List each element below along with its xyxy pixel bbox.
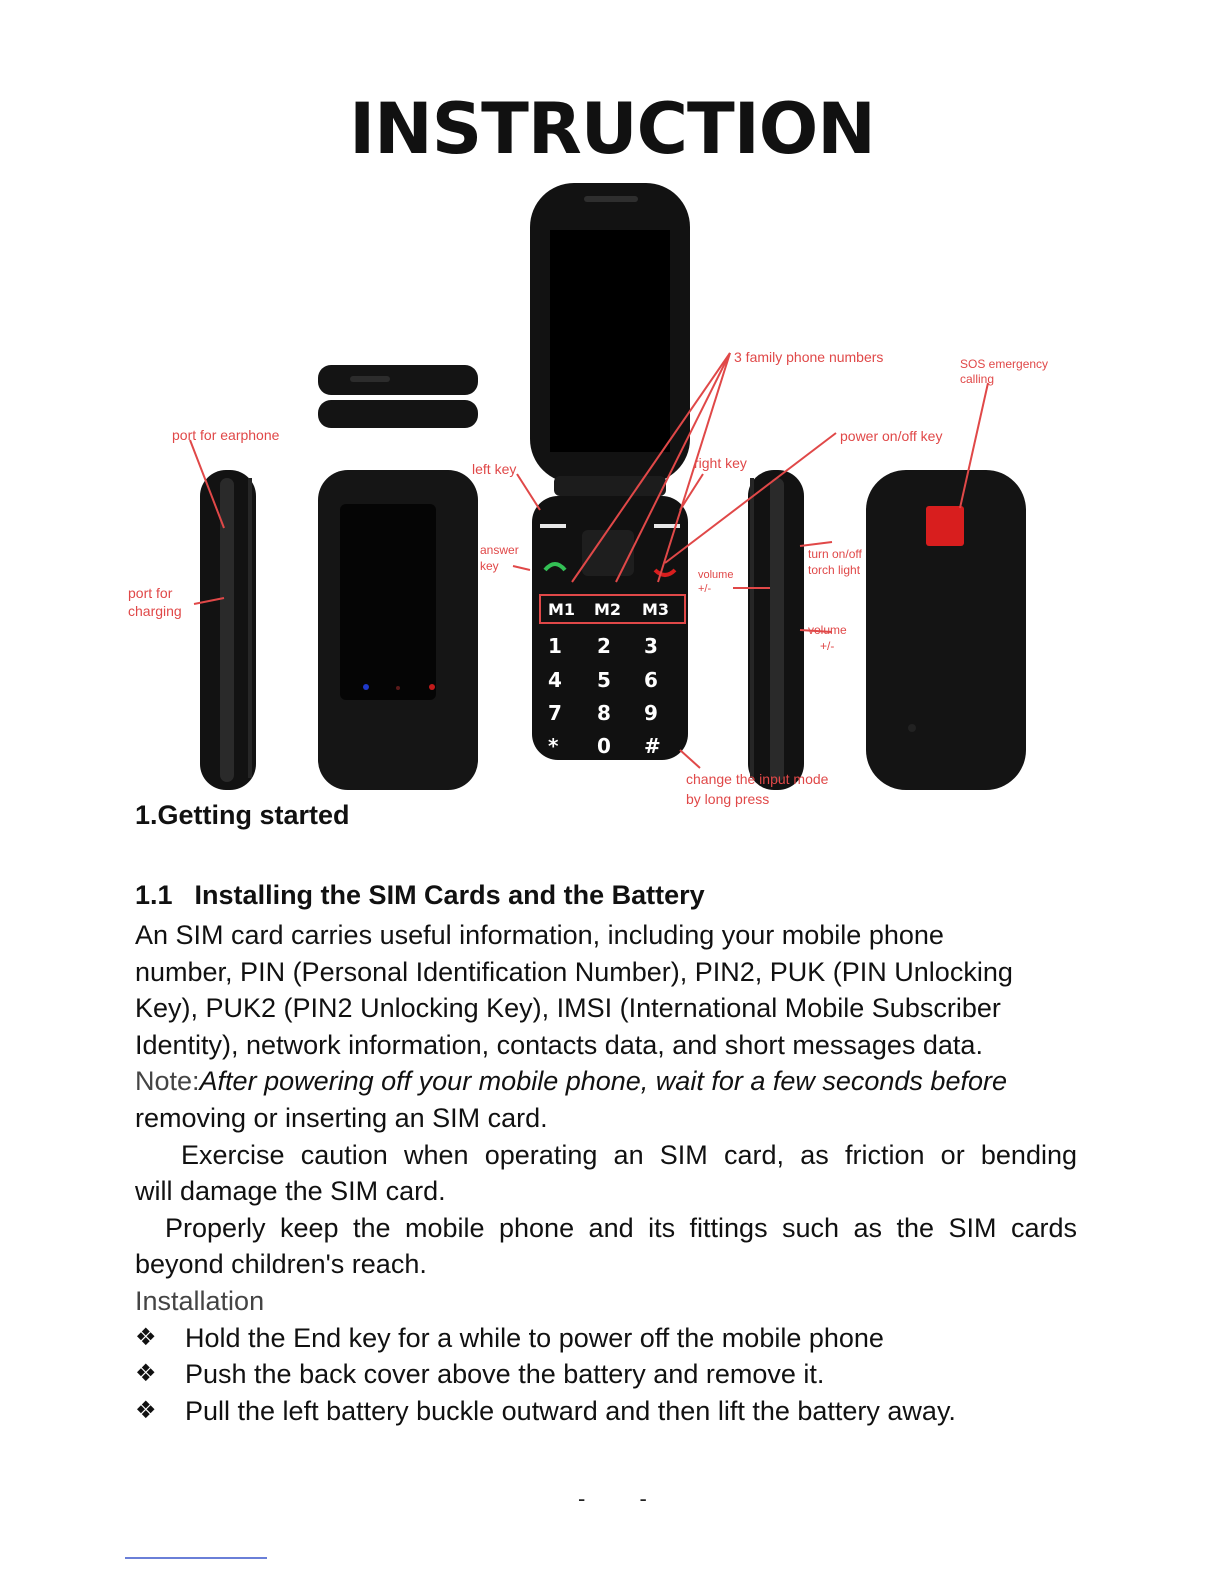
callout-volume-right-2: +/- — [820, 639, 835, 653]
key-7: 7 — [548, 701, 562, 725]
note-label: Note: — [135, 1066, 200, 1097]
note — [135, 1063, 1077, 1100]
m2-key: M2 — [594, 600, 622, 619]
page-number-marker: - - — [578, 1486, 671, 1511]
callout-charging-2: charging — [128, 603, 182, 619]
list-item — [135, 1320, 1077, 1357]
callout-charging-1: port for — [128, 585, 173, 601]
key-hash: # — [644, 734, 661, 758]
sos-button — [926, 506, 964, 546]
callout-answer-2: key — [480, 559, 499, 573]
caution-line: Exercise caution when operating an SIM card, as friction or bending — [181, 1139, 1077, 1170]
paragraph-line: Key), PUK2 (PIN2 Unlocking Key), IMSI (International Mobile Subscriber — [135, 993, 1001, 1024]
key-9: 9 — [644, 701, 658, 725]
list-item-text: Pull the left battery buckle outward and then lift the battery away. — [185, 1395, 956, 1426]
list-item — [135, 1356, 1077, 1393]
paragraph-line: Identity), network information, contacts data, and short messages data. — [135, 1029, 983, 1060]
key-2: 2 — [597, 634, 611, 658]
keep-line: Properly keep the mobile phone and its fittings such as the SIM cards — [165, 1212, 1077, 1243]
callout-change-1: change the input mode — [686, 771, 829, 787]
installation-label: Installation — [135, 1285, 265, 1316]
list-item-text: Push the back cover above the battery and remove it. — [185, 1359, 825, 1390]
subsection-title: Installing the SIM Cards and the Battery — [194, 880, 705, 910]
callout-volume-left-1: volume — [698, 569, 734, 581]
section-heading: 1.Getting started — [135, 800, 350, 830]
phone-diagram — [120, 178, 1080, 828]
phone-right-side — [748, 470, 804, 790]
paragraph-line: number, PIN (Personal Identification Number), PIN2, PUK (PIN Unlocking — [135, 956, 1013, 987]
footer-rule — [125, 1557, 267, 1559]
phone-top-view — [318, 365, 478, 428]
subsection-heading — [135, 880, 705, 911]
caution-line: will damage the SIM card. — [135, 1176, 446, 1207]
bullet-icon: ❖ — [135, 1396, 157, 1424]
bullet-icon: ❖ — [135, 1323, 157, 1351]
callout-earphone: port for earphone — [172, 427, 280, 443]
m1-key: M1 — [548, 600, 576, 619]
key-4: 4 — [548, 668, 562, 692]
body-text — [135, 917, 1077, 1429]
note-text: After powering off your mobile phone, wait for a few seconds before — [199, 1066, 1007, 1097]
callout-change-2: by long press — [686, 791, 770, 807]
callout-torch-1: turn on/off — [808, 547, 862, 561]
phone-back — [866, 470, 1026, 790]
callout-volume-left-2: +/- — [698, 583, 712, 595]
callout-sos-1: SOS emergency — [960, 357, 1049, 371]
key-8: 8 — [597, 701, 611, 725]
key-5: 5 — [597, 668, 611, 692]
key-6: 6 — [644, 668, 658, 692]
phone-left-side — [200, 470, 256, 790]
callout-sos-2: calling — [960, 372, 995, 386]
callout-left-key: left key — [472, 461, 517, 477]
list-item-text: Hold the End key for a while to power off the mobile phone — [185, 1322, 884, 1353]
note-continuation: removing or inserting an SIM card. — [135, 1102, 548, 1133]
key-1: 1 — [548, 634, 562, 658]
callout-right-key: right key — [694, 455, 747, 471]
paragraph-line: An SIM card carries useful information, including your mobile phone — [135, 920, 944, 950]
key-0: 0 — [597, 734, 611, 758]
callout-answer-1: answer — [480, 543, 519, 557]
installation-steps — [135, 1320, 1077, 1430]
key-3: 3 — [644, 634, 658, 658]
phone-open — [530, 183, 690, 760]
callout-power: power on/off key — [840, 428, 943, 444]
m3-key: M3 — [642, 600, 670, 619]
keep-line: beyond children's reach. — [135, 1249, 427, 1280]
callout-torch-2: torch light — [808, 563, 861, 577]
key-star: * — [548, 734, 559, 758]
bullet-icon: ❖ — [135, 1360, 157, 1388]
page-title: INSTRUCTION — [349, 88, 875, 170]
callout-family-numbers: 3 family phone numbers — [734, 349, 884, 365]
phone-front-closed — [318, 470, 478, 790]
subsection-number: 1.1 — [135, 880, 173, 910]
list-item — [135, 1393, 1077, 1430]
callout-volume-right-1: volume — [808, 623, 847, 637]
